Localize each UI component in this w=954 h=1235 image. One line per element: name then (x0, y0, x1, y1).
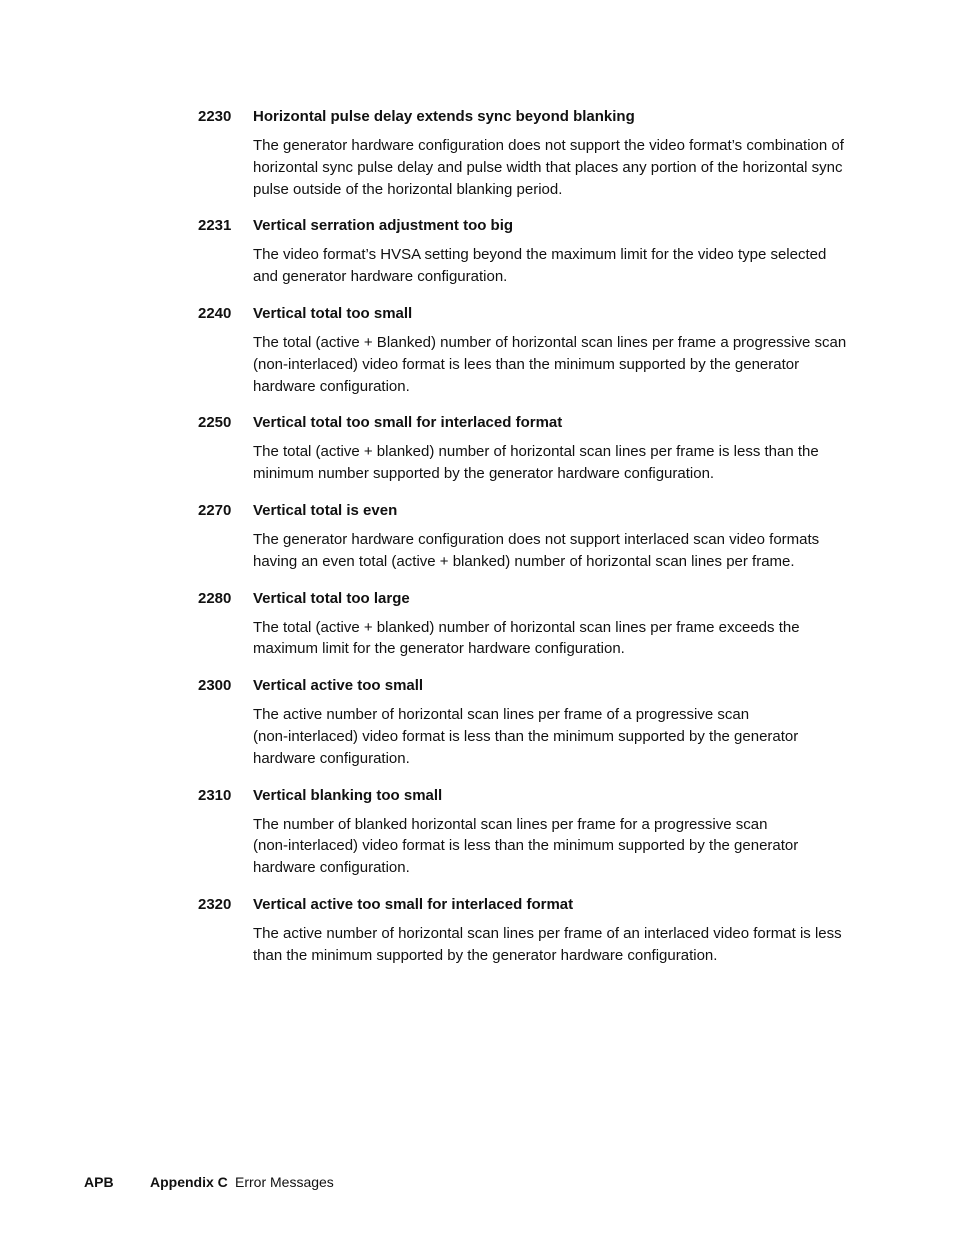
error-entry (0, 302, 954, 397)
error-code: 2280 (198, 589, 232, 607)
error-code: 2250 (198, 414, 232, 432)
error-title: Vertical serration adjustment too big (253, 217, 514, 235)
error-description (253, 135, 868, 200)
page-number: APB (84, 1174, 114, 1190)
error-entry (0, 499, 954, 573)
entry-header (0, 674, 954, 698)
error-message-list (0, 105, 954, 981)
error-title: Vertical total too small (253, 304, 413, 322)
description-line: maximum limit for the generator hardware configuration. (253, 640, 625, 658)
error-title: Vertical total too small for interlaced format (253, 414, 563, 432)
description-line: having an even total (active + blanked) number of horizontal scan lines per frame. (253, 552, 795, 570)
entry-header (0, 411, 954, 435)
description-line: hardware configuration. (253, 859, 410, 877)
description-line: pulse outside of the horizontal blanking period. (253, 180, 563, 198)
error-description (253, 332, 868, 397)
error-description (253, 814, 868, 879)
description-line: horizontal sync pulse delay and pulse width that places any portion of the horizontal sync (253, 158, 843, 176)
error-entry (0, 674, 954, 769)
description-line: The generator hardware configuration does not support interlaced scan video formats (253, 530, 820, 548)
entry-header (0, 784, 954, 808)
description-line: (non-interlaced) video format is lees than the minimum supported by the generator (253, 355, 800, 373)
description-line: and generator hardware configuration. (253, 268, 508, 286)
section-title: Error Messages (235, 1174, 334, 1190)
error-description (253, 704, 868, 769)
description-line: (non-interlaced) video format is less than the minimum supported by the generator (253, 837, 799, 855)
error-code: 2300 (198, 677, 232, 695)
error-code: 2320 (198, 895, 232, 913)
error-description (253, 923, 868, 967)
description-line: (non-interlaced) video format is less than the minimum supported by the generator (253, 727, 799, 745)
description-line: The total (active + blanked) number of horizontal scan lines per frame is less than the (253, 443, 819, 461)
error-entry (0, 105, 954, 200)
entry-header (0, 893, 954, 917)
entry-header (0, 105, 954, 129)
description-line: The total (active + Blanked) number of horizontal scan lines per frame a progressive scan (253, 333, 847, 351)
description-line: hardware configuration. (253, 749, 410, 767)
entry-header (0, 302, 954, 326)
error-title: Vertical active too small (253, 677, 424, 695)
error-code: 2270 (198, 501, 232, 519)
error-code: 2231 (198, 217, 232, 235)
entry-header (0, 214, 954, 238)
description-line: The number of blanked horizontal scan lines per frame for a progressive scan (253, 815, 768, 833)
description-line: than the minimum supported by the generator hardware configuration. (253, 946, 718, 964)
error-title: Vertical blanking too small (253, 786, 443, 804)
error-title: Vertical total too large (253, 589, 410, 607)
description-line: The video format’s HVSA setting beyond the maximum limit for the video type selected (253, 246, 827, 264)
error-code: 2230 (198, 108, 232, 125)
description-line: hardware configuration. (253, 377, 410, 395)
error-description (253, 244, 868, 288)
error-title: Vertical active too small for interlaced format (253, 895, 574, 913)
description-line: The generator hardware configuration does not support the video format’s combination of (253, 137, 844, 154)
error-description (253, 529, 868, 573)
error-description (253, 617, 868, 661)
description-line: The total (active + blanked) number of horizontal scan lines per frame exceeds the (253, 618, 800, 636)
error-entry (0, 893, 954, 967)
description-line: The active number of horizontal scan lines per frame of a progressive scan (253, 706, 750, 724)
error-entry (0, 587, 954, 661)
error-code: 2310 (198, 786, 232, 804)
error-entry (0, 784, 954, 879)
error-entry (0, 214, 954, 288)
error-entry (0, 411, 954, 485)
entry-header (0, 499, 954, 523)
description-line: The active number of horizontal scan lines per frame of an interlaced video format is less (253, 924, 842, 942)
page-footer (0, 1172, 954, 1192)
error-description (253, 441, 868, 485)
appendix-label: Appendix C (150, 1174, 228, 1190)
error-title: Horizontal pulse delay extends sync beyond blanking (253, 108, 635, 125)
error-title: Vertical total is even (253, 501, 398, 519)
description-line: minimum number supported by the generator hardware configuration. (253, 465, 715, 483)
error-code: 2240 (198, 304, 232, 322)
entry-header (0, 587, 954, 611)
